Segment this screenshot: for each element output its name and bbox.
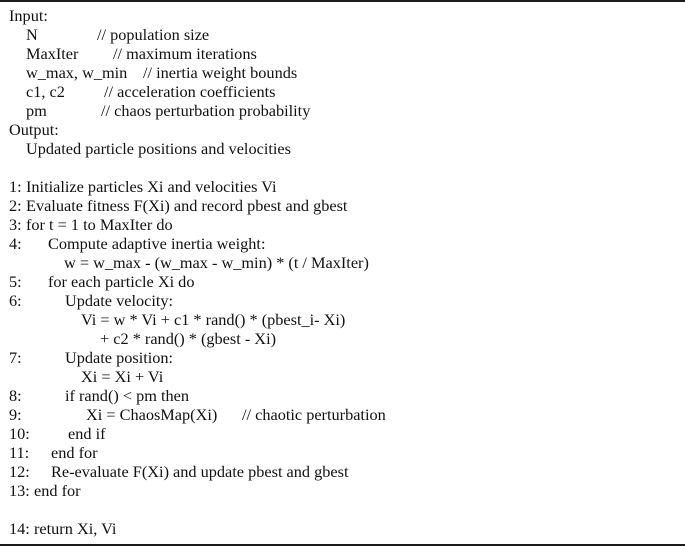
step-number: 14: (9, 519, 30, 538)
step-number: 3: (9, 215, 22, 234)
step-text: end if (68, 424, 106, 443)
step-number: 6: (9, 291, 22, 310)
step-formula: w = w_max - (w_max - w_min) * (t / MaxIter) (64, 253, 369, 272)
step-number: 10: (9, 424, 30, 443)
input-name: MaxIter (26, 44, 79, 63)
step-number: 11: (9, 443, 30, 462)
step-text: Evaluate fitness F(Xi) and record pbest and gbest (26, 196, 348, 215)
step-number: 8: (9, 386, 22, 405)
step-number: 5: (9, 272, 22, 291)
input-name: c1, c2 (26, 82, 65, 101)
step-number: 9: (9, 405, 22, 424)
input-comment: // inertia weight bounds (143, 63, 298, 82)
step-formula: Vi = w * Vi + c1 * rand() * (pbest_i- Xi) (81, 310, 346, 329)
step-text: Xi = ChaosMap(Xi) (86, 405, 218, 424)
step-number: 12: (9, 462, 30, 481)
step-text: Update position: (65, 348, 174, 367)
input-name: pm (26, 101, 47, 120)
step-text: end for (51, 443, 98, 462)
input-comment: // acceleration coefficients (104, 82, 276, 101)
step-text: Update velocity: (65, 291, 174, 310)
input-name: w_max, w_min (26, 63, 128, 82)
input-comment: // population size (97, 25, 210, 44)
step-number: 4: (9, 234, 22, 253)
step-number: 13: (9, 481, 30, 500)
output-text: Updated particle positions and velocities (26, 139, 291, 158)
step-text: if rand() < pm then (65, 386, 190, 405)
input-name: N (26, 25, 38, 44)
step-formula: Xi = Xi + Vi (81, 367, 164, 386)
input-comment: // chaos perturbation probability (101, 101, 311, 120)
step-number: 7: (9, 348, 22, 367)
step-text: for each particle Xi do (48, 272, 195, 291)
step-text: for t = 1 to MaxIter do (26, 215, 173, 234)
step-comment: // chaotic perturbation (242, 405, 386, 424)
step-formula: + c2 * rand() * (gbest - Xi) (100, 329, 277, 348)
step-text: Re-evaluate F(Xi) and update pbest and gbest (51, 462, 349, 481)
step-text: return Xi, Vi (34, 519, 117, 538)
input-label: Input: (9, 6, 48, 25)
step-text: end for (34, 481, 81, 500)
step-number: 2: (9, 196, 22, 215)
input-comment: // maximum iterations (113, 44, 257, 63)
step-text: Compute adaptive inertia weight: (48, 234, 266, 253)
output-label: Output: (9, 120, 59, 139)
step-text: Initialize particles Xi and velocities Vi (26, 177, 277, 196)
step-number: 1: (9, 177, 22, 196)
